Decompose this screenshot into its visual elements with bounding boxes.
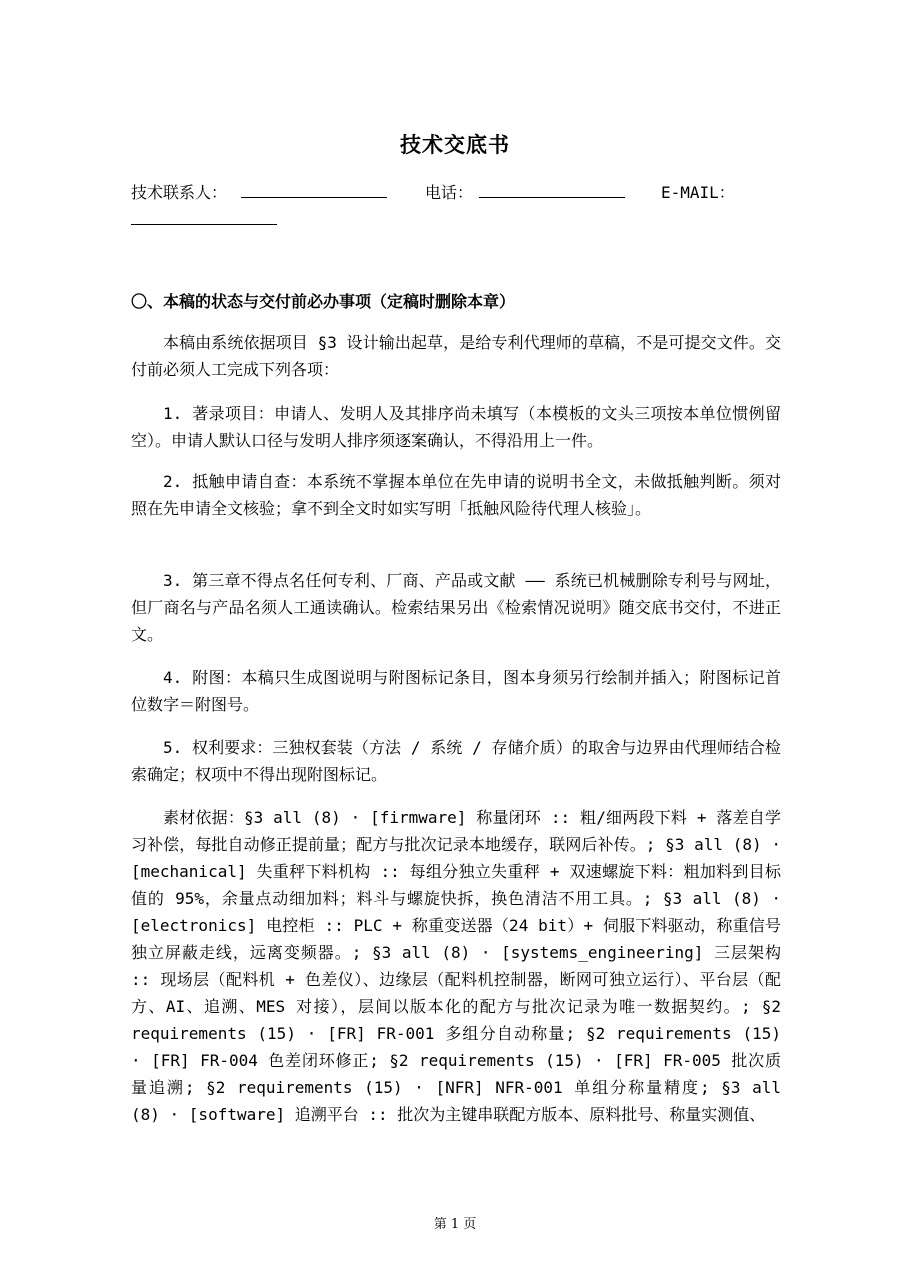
email-label: E-MAIL：: [661, 183, 735, 202]
document-title: 技术交底书: [400, 133, 510, 157]
paragraph-item-3: 3. 第三章不得点名任何专利、厂商、产品或文献 —— 系统已机械删除专利号与网址，但厂商名与产品名须人工通读确认。检索结果另出《检索情况说明》随交底书交付，不进正文。: [131, 571, 781, 644]
paragraph-item-5: 5. 权利要求：三独权套装（方法 / 系统 / 存储介质）的取舍与边界由代理师结合检索确定；权项中不得出现附图标记。: [131, 738, 781, 784]
contact-line: [131, 180, 781, 200]
email-blank: [131, 204, 277, 225]
paragraph-item-1: 1. 著录项目：申请人、发明人及其排序尚未填写（本模板的文头三项按本单位惯例留空）。申请人默认口径与发明人排序须逐案确认，不得沿用上一件。: [131, 404, 781, 450]
paragraph-intro: 本稿由系统依据项目 §3 设计输出起草，是给专利代理师的草稿，不是可提交文件。交付前必须人工完成下列各项：: [131, 333, 781, 379]
paragraph-source-basis: 素材依据：§3 all (8) · [firmware] 称量闭环 :: 粗/细两段下料 + 落差自学习补偿，每批自动修正提前量；配方与批次记录本地缓存，联网后补传。; §3 all (8) · [mechanical] 失重秤下料机构 :: 每组分独立失重秤 + 双速螺旋下料：粗加料到目标值的 95%，余量点动细加料；料斗与螺旋快拆，换色清洁不用工具。; §3 all (8) · [electronics] 电控柜 :: PLC + 称重变送器（24 bit）+ 伺服下料驱动，称重信号独立屏蔽走线，远离变频器。; §3 all (8) · [systems_engineering] 三层架构 :: 现场层（配料机 + 色差仪）、边缘层（配料机控制器，断网可独立运行）、平台层（配方、AI、追溯、MES 对接），层间以版本化的配方与批次记录为唯一数据契约。; §2 requirements (15) · [FR] FR-001 多组分自动称量; §2 requirements (15) · [FR] FR-004 色差闭环修正; §2 requirements (15) · [FR] FR-005 批次质量追溯; §2 requirements (15) · [NFR] NFR-001 单组分称量精度; §3 all (8) · [software] 追溯平台 :: 批次为主键串联配方版本、原料批号、称量实测值、: [131, 808, 781, 1124]
page-number-footer: 第 1 页: [433, 1217, 477, 1232]
paragraph-item-4: 4. 附图：本稿只生成图说明与附图标记条目，图本身须另行绘制并插入；附图标记首位数字＝附图号。: [131, 668, 781, 714]
phone-blank: [479, 180, 625, 198]
contact-person-blank: [241, 180, 387, 198]
section-heading: 〇、本稿的状态与交付前必办事项（定稿时删除本章）: [131, 292, 516, 311]
contact-person-label: 技术联系人：: [131, 183, 228, 202]
paragraph-item-2: 2. 抵触申请自查：本系统不掌握本单位在先申请的说明书全文，未做抵触判断。须对照在先申请全文核验；拿不到全文时如实写明「抵触风险待代理人核验」。: [131, 472, 781, 518]
phone-label: 电话：: [425, 183, 474, 202]
